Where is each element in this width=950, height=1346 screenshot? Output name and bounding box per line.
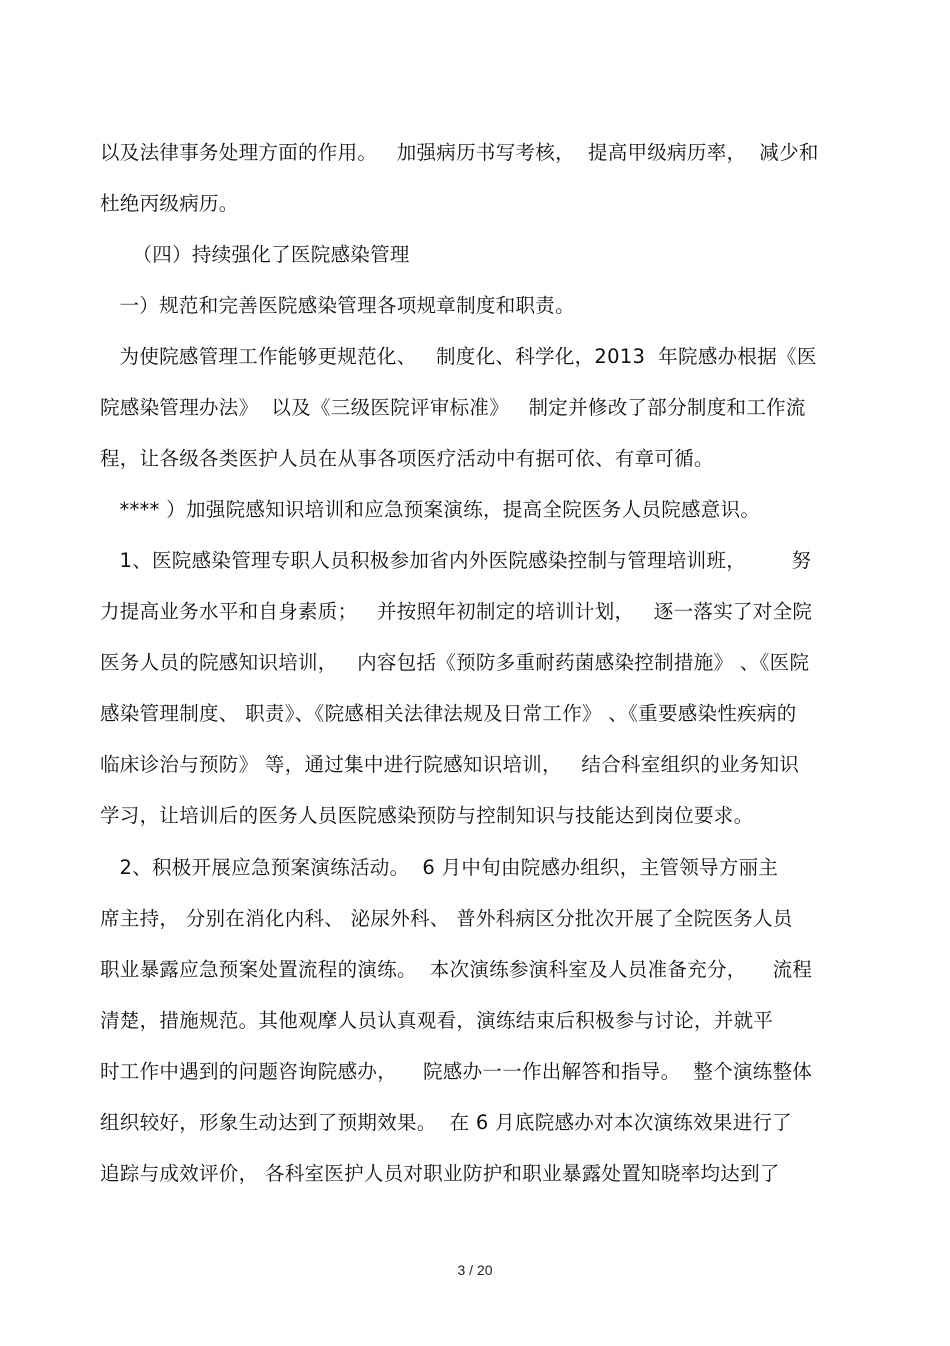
text-line: 程，让各级各类医护人员在从事各项医疗活动中有据可依、有章可循。 <box>100 447 714 470</box>
text-line: 清楚，措施规范。其他观摩人员认真观看，演练结束后积极参与讨论，并就平 <box>100 1009 774 1032</box>
text-line: 追踪与成效评价， 各科室医护人员对职业防护和职业暴露处置知晓率均达到了 <box>100 1162 780 1185</box>
text-line: 组织较好，形象生动达到了预期效果。 在 6 月底院感办对本次演练效果进行了 <box>100 1111 793 1134</box>
text-line: 职业暴露应急预案处置流程的演练。 本次演练参演科室及人员准备充分， 流程 <box>100 958 813 981</box>
text-line: 时工作中遇到的问题咨询院感办， 院感办一一作出解答和指导。 整个演练整体 <box>100 1060 813 1083</box>
text-line: 学习，让培训后的医务人员医院感染预防与控制知识与技能达到岗位要求。 <box>100 804 754 827</box>
section-heading: （四）持续强化了医院感染管理 <box>100 243 410 266</box>
page-number: 3 / 20 <box>457 1262 493 1278</box>
text-line: 杜绝丙级病历。 <box>100 192 239 215</box>
text-line: 感染管理制度、 职责》、《院感相关法律法规及日常工作》 、《重要感染性疾病的 <box>100 702 797 725</box>
text-line: 医务人员的院感知识培训， 内容包括《预防多重耐药菌感染控制措施》 、《医院 <box>100 651 810 674</box>
text-line: 院感染管理办法》 以及《三级医院评审标准》 制定并修改了部分制度和工作流 <box>100 396 806 419</box>
text-line: 以及法律事务处理方面的作用。 加强病历书写考核， 提高甲级病历率， 减少和 <box>100 141 819 164</box>
text-line: 为使院感管理工作能够更规范化、 制度化、科学化，2013 年院感办根据《医 <box>100 345 817 368</box>
text-line: 席主持， 分别在消化内科、 泌尿外科、 普外科病区分批次开展了全院医务人员 <box>100 907 793 930</box>
text-line: 临床诊治与预防》 等，通过集中进行院感知识培训， 结合科室组织的业务知识 <box>100 753 800 776</box>
text-line: 2、积极开展应急预案演练活动。 6 月中旬由院感办组织，主管领导方丽主 <box>100 856 779 879</box>
subsection-heading: **** ）加强院感知识培训和应急预案演练，提高全院医务人员院感意识。 <box>100 498 761 521</box>
text-line: 1、医院感染管理专职人员积极参加省内外医院感染控制与管理培训班， 努 <box>100 549 812 572</box>
text-line: 力提高业务水平和自身素质； 并按照年初制定的培训计划， 逐一落实了对全院 <box>100 600 813 623</box>
subsection-heading: 一）规范和完善医院感染管理各项规章制度和职责。 <box>100 294 575 317</box>
